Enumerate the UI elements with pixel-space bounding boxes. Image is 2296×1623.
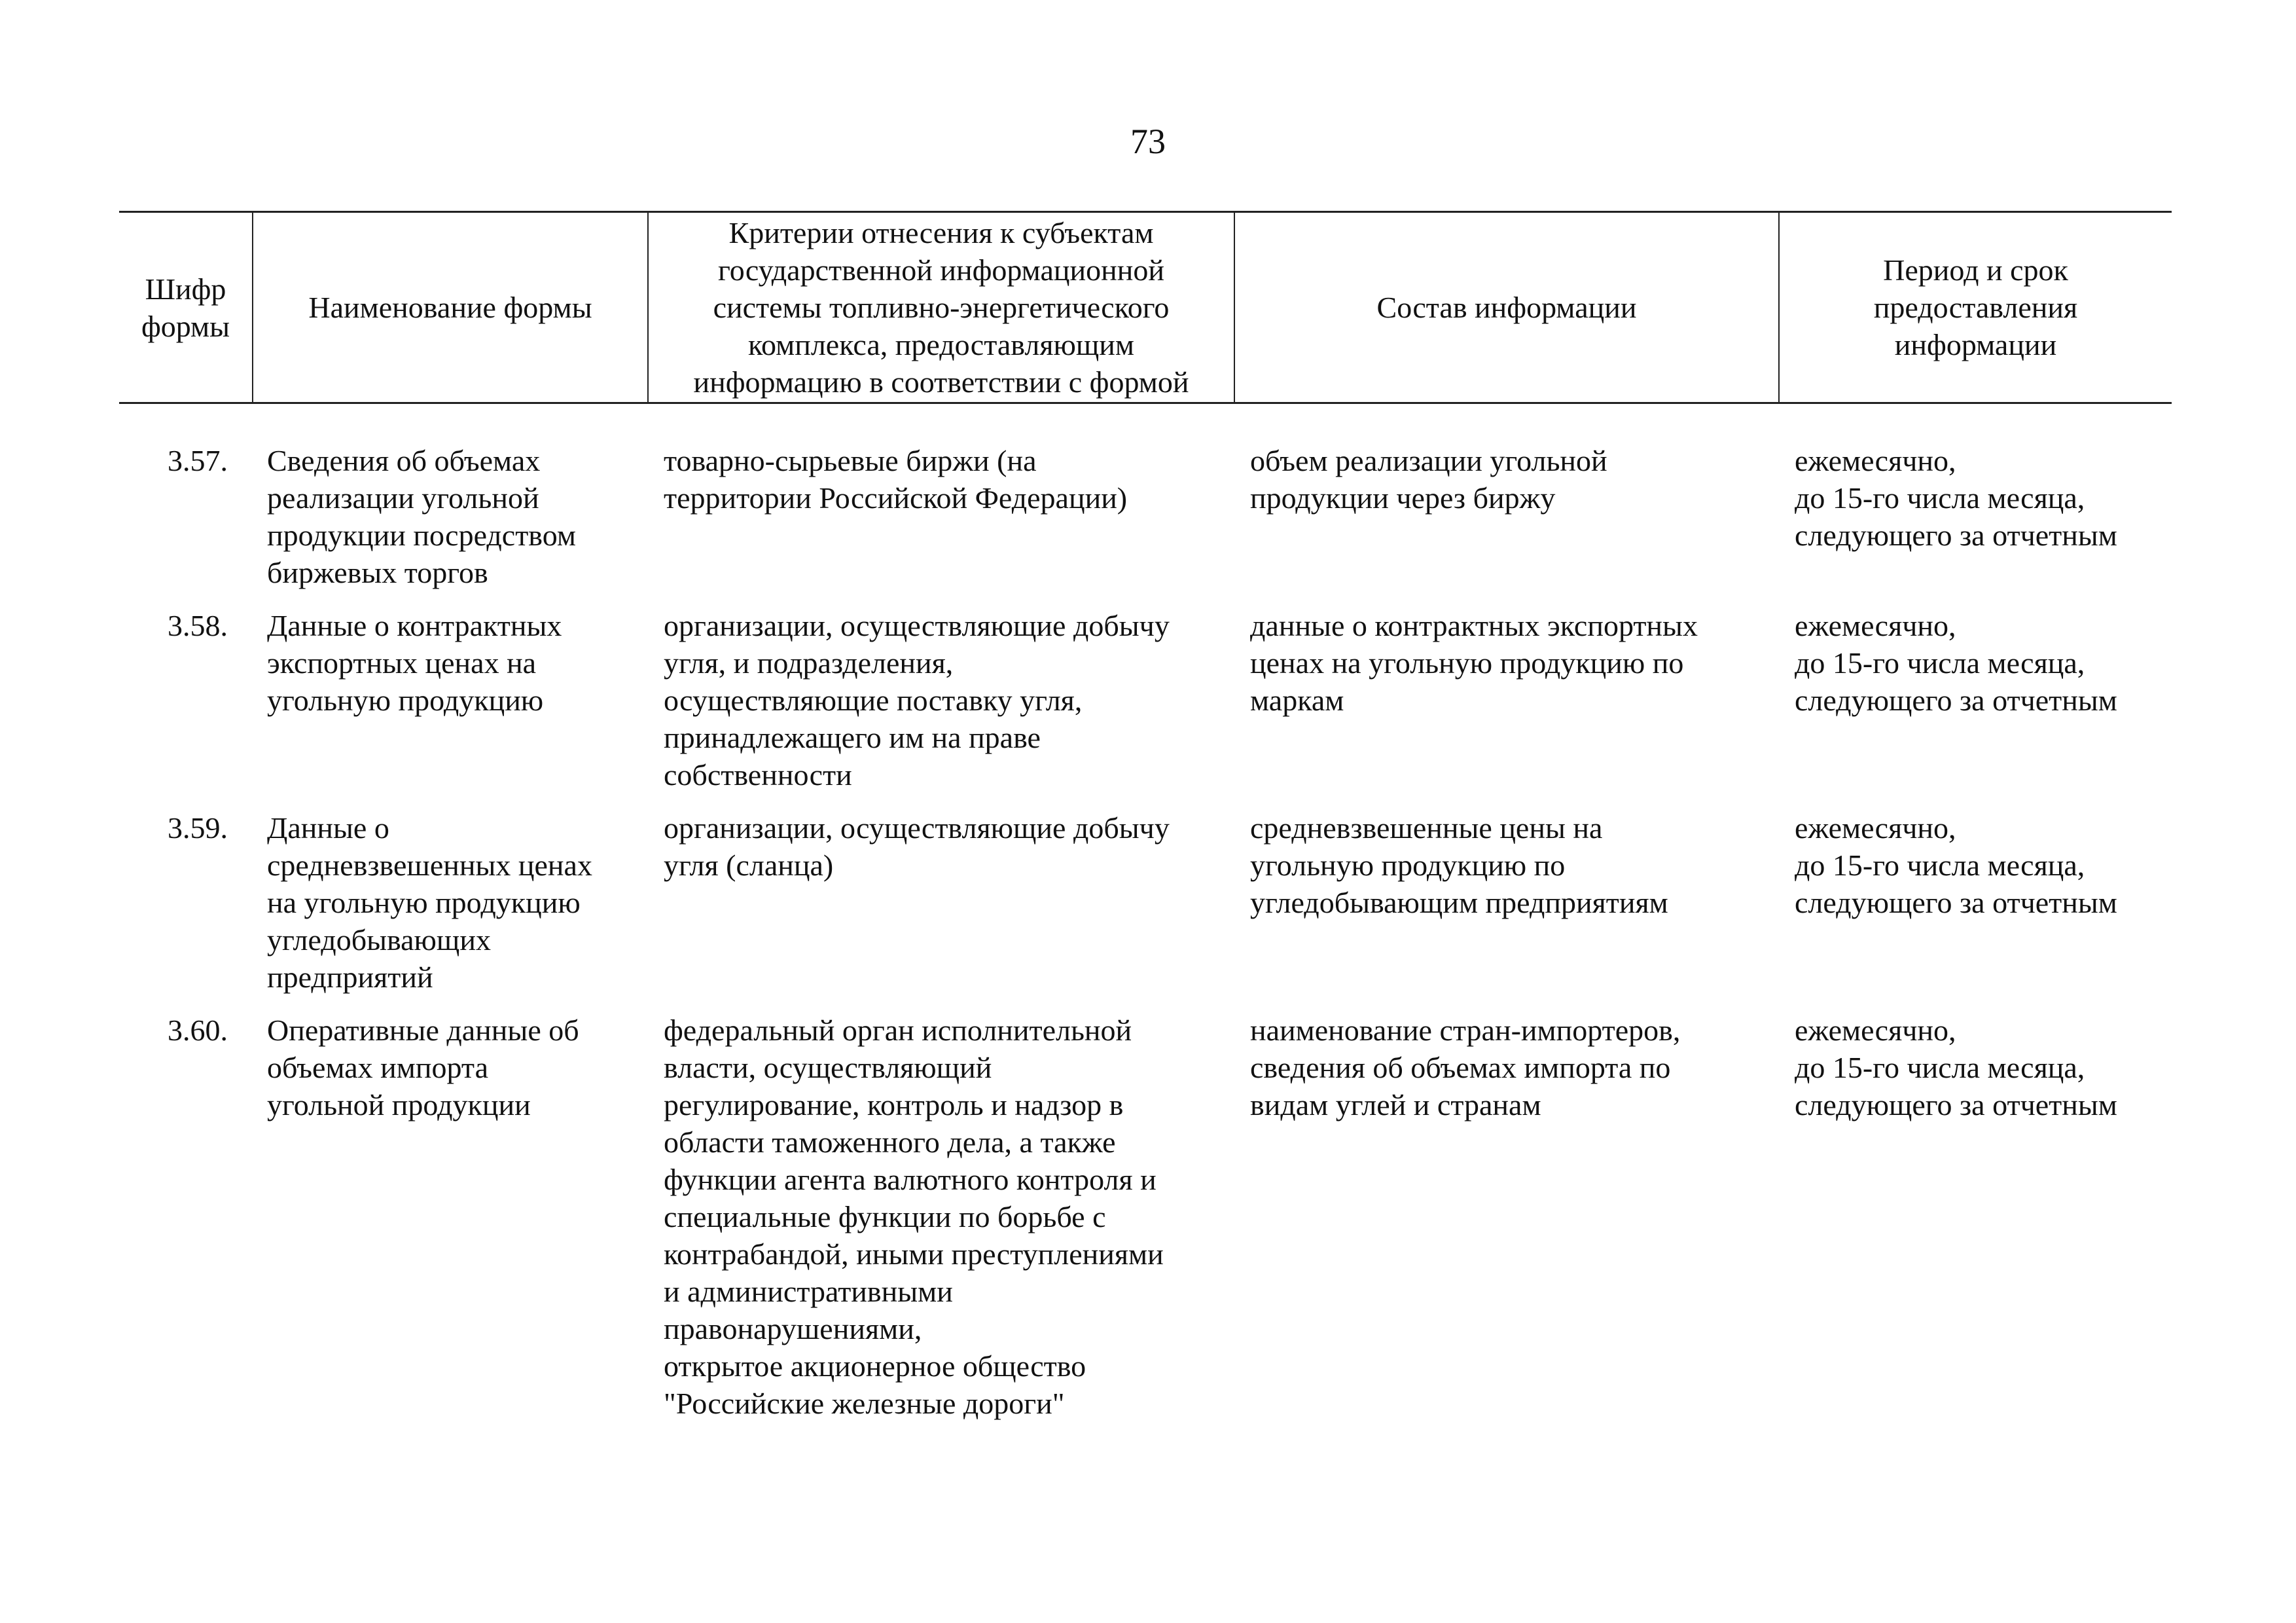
form-name: Данные о контрактных экспортных ценах на угольную продукцию bbox=[267, 609, 562, 717]
form-content: средневзвешенные цены на угольную продукцию по угледобывающим предприятиям bbox=[1250, 811, 1668, 919]
form-criteria: федеральный орган исполнительной власти, осуществляющий регулирование, контроль и надзор в области таможенного дела, а также функции агента валютного контроля и специальные функции по борьбе с контрабандой, иными преступлениями и административными правонарушениями, открытое акционерное общество "Российские железные дороги" bbox=[664, 1013, 1164, 1420]
form-name: Сведения об объемах реализации угольной продукции посредством биржевых торгов bbox=[267, 444, 576, 589]
header-information-content: Состав информации bbox=[1234, 212, 1779, 403]
form-period: ежемесячно, до 15-го числа месяца, следующего за отчетным bbox=[1795, 444, 2117, 552]
form-code: 3.58. bbox=[168, 609, 228, 642]
header-form-code: Шифр формы bbox=[119, 212, 253, 403]
header-criteria: Критерии отнесения к субъектам государственной информационной системы топливно-энергетического комплекса, предоставляющим информацию в соответствии с формой bbox=[648, 212, 1234, 403]
form-code: 3.60. bbox=[168, 1013, 228, 1047]
form-content: данные о контрактных экспортных ценах на угольную продукцию по маркам bbox=[1250, 609, 1698, 717]
form-code: 3.57. bbox=[168, 444, 228, 477]
table-header-row bbox=[119, 212, 2172, 403]
form-name: Данные о средневзвешенных ценах на угольную продукцию угледобывающих предприятий bbox=[267, 811, 592, 994]
table-row bbox=[119, 809, 2172, 1012]
form-period: ежемесячно, до 15-го числа месяца, следующего за отчетным bbox=[1795, 1013, 2117, 1122]
form-criteria: организации, осуществляющие добычу угля (сланца) bbox=[664, 811, 1170, 882]
form-criteria: товарно-сырьевые биржи (на территории Российской Федерации) bbox=[664, 444, 1128, 515]
form-code: 3.59. bbox=[168, 811, 228, 845]
form-content: объем реализации угольной продукции через биржу bbox=[1250, 444, 1607, 515]
forms-table bbox=[119, 211, 2172, 1438]
table-row bbox=[119, 403, 2172, 608]
table-row bbox=[119, 607, 2172, 809]
form-name: Оперативные данные об объемах импорта угольной продукции bbox=[267, 1013, 579, 1122]
form-content: наименование стран-импортеров, сведения об объемах импорта по видам углей и странам bbox=[1250, 1013, 1681, 1122]
form-period: ежемесячно, до 15-го числа месяца, следующего за отчетным bbox=[1795, 811, 2117, 919]
header-period: Период и срок предоставления информации bbox=[1779, 212, 2172, 403]
form-criteria: организации, осуществляющие добычу угля, и подразделения, осуществляющие поставку угля, принадлежащего им на праве собственности bbox=[664, 609, 1170, 792]
header-form-name: Наименование формы bbox=[253, 212, 648, 403]
form-period: ежемесячно, до 15-го числа месяца, следующего за отчетным bbox=[1795, 609, 2117, 717]
page-number: 73 bbox=[1130, 122, 1166, 161]
table-row bbox=[119, 1012, 2172, 1438]
